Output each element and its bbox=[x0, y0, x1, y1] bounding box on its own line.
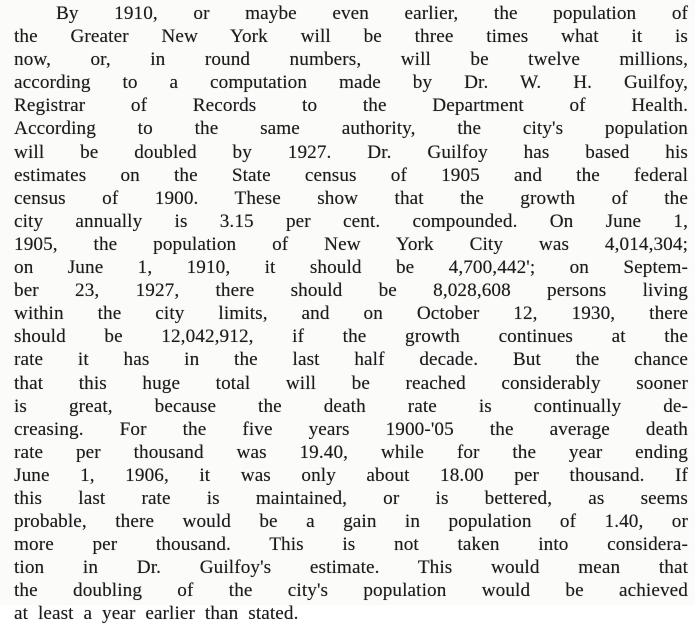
article-line-1: By 1910, or maybe even earlier, the population of bbox=[56, 3, 688, 24]
article-line-24: more per thousand. This is not taken into considera- bbox=[14, 534, 688, 556]
article-line-3: now, or, in round numbers, will be twelve millions, bbox=[14, 49, 688, 71]
article-line-15: should be 12,042,912, if the growth continues at the bbox=[14, 326, 688, 348]
article-line-2: the Greater New York will be three times what it is bbox=[14, 26, 688, 48]
article-line-21: June 1, 1906, it was only about 18.00 per thousand. If bbox=[14, 464, 688, 486]
article-line-13: ber 23, 1927, there should be 8,028,608 persons living bbox=[14, 280, 688, 302]
article-line-5: Registrar of Records to the Department of Health. bbox=[14, 95, 688, 117]
article-line-12: on June 1, 1910, it should be 4,700,442'; on Septem- bbox=[14, 257, 688, 279]
article-line-11: 1905, the population of New York City was 4,014,304; bbox=[14, 233, 688, 255]
article-line-25: tion in Dr. Guilfoy's estimate. This would mean that bbox=[14, 557, 688, 579]
article-line-10: city annually is 3.15 per cent. compounded. On June 1, bbox=[14, 210, 688, 232]
article-line-22: this last rate is maintained, or is bettered, as seems bbox=[14, 487, 688, 509]
article-body bbox=[14, 2, 688, 626]
article-line-14: within the city limits, and on October 12, 1930, there bbox=[14, 303, 688, 325]
article-line-7: will be doubled by 1927. Dr. Guilfoy has based his bbox=[14, 141, 688, 163]
article-line-6: According to the same authority, the city's population bbox=[14, 118, 688, 140]
article-line-17: that this huge total will be reached considerably sooner bbox=[14, 372, 688, 394]
article-line-9: census of 1900. These show that the growth of the bbox=[14, 187, 688, 209]
article-line-16: rate it has in the last half decade. But the chance bbox=[14, 349, 688, 371]
article-line-8: estimates on the State census of 1905 and the federal bbox=[14, 164, 688, 186]
article-line-19: creasing. For the five years 1900-'05 the average death bbox=[14, 418, 688, 440]
article-line-4: according to a computation made by Dr. W. H. Guilfoy, bbox=[14, 72, 688, 94]
article-line-26: the doubling of the city's population would be achieved bbox=[14, 580, 688, 602]
article-line-23: probable, there would be a gain in population of 1.40, or bbox=[14, 511, 688, 533]
article-line-20: rate per thousand was 19.40, while for the year ending bbox=[14, 441, 688, 463]
article-line-18: is great, because the death rate is continually de- bbox=[14, 395, 688, 417]
article-line-27: at least a year earlier than stated. bbox=[14, 603, 299, 625]
